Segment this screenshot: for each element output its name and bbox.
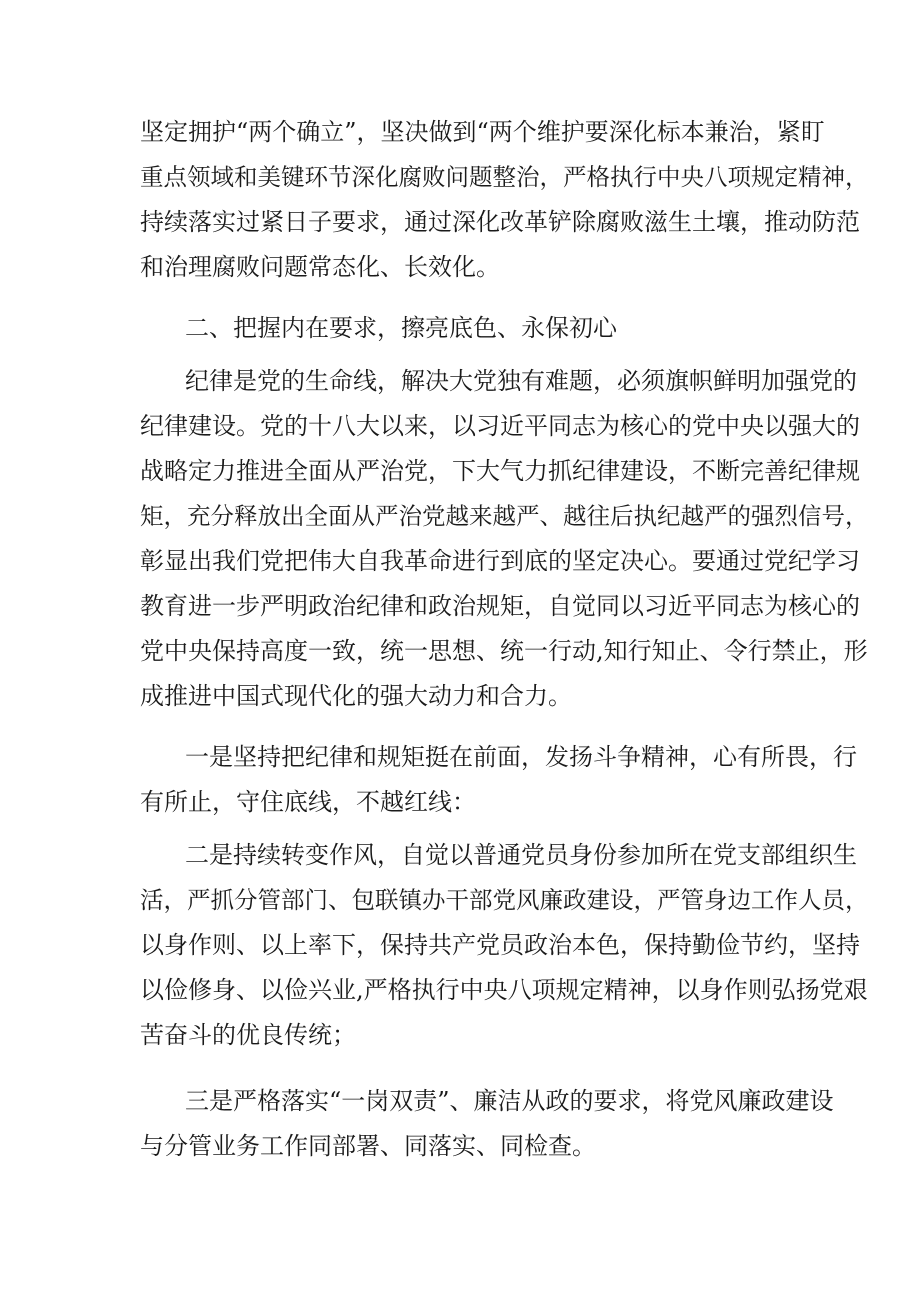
paragraph-4-line-2: 活，严抓分管部门、包联镇办干部党风廉政建设，严管身边工作人员，: [140, 886, 869, 914]
section-heading: 二、把握内在要求，擦亮底色、永保初心: [185, 314, 617, 342]
paragraph-4-line-3: 以身作则、以上率下，保持共产党员政治本色，保持勤俭节约，坚持: [140, 931, 860, 959]
paragraph-2-line-8: 成推进中国式现代化的强大动力和合力。: [140, 682, 572, 710]
paragraph-2-line-2: 纪律建设。党的十八大以来，以习近平同志为核心的党中央以强大的: [140, 412, 860, 440]
paragraph-5-line-2: 与分管业务工作同部署、同落实、同检查。: [140, 1132, 596, 1160]
paragraph-2-line-7: 党中央保持高度一致，统一思想、统一行动,知行知止、令行禁止，形: [140, 637, 868, 665]
paragraph-1-line-3: 持续落实过紧日子要求，通过深化改革铲除腐败滋生土壤，推动防范: [140, 208, 860, 236]
paragraph-2-line-1: 纪律是党的生命线，解决大党独有难题，必须旗帜鲜明加强党的: [185, 367, 857, 395]
paragraph-4-line-1: 二是持续转变作风，自觉以普通党员身份参加所在党支部组织生: [185, 841, 857, 869]
paragraph-1-line-2: 重点领域和美键环节深化腐败问题整治，严格执行中央八项规定精神，: [140, 163, 869, 191]
paragraph-2-line-3: 战略定力推进全面从严治党，下大气力抓纪律建设，不断完善纪律规: [140, 457, 860, 485]
paragraph-2-line-5: 彰显出我们党把伟大自我革命进行到底的坚定决心。要通过党纪学习: [140, 547, 860, 575]
paragraph-2-line-6: 教育进一步严明政治纪律和政治规矩，自觉同以习近平同志为核心的: [140, 592, 860, 620]
paragraph-5-line-1: 三是严格落实“一岗双责”、廉洁从政的要求，将党风廉政建设: [185, 1087, 834, 1115]
paragraph-1-line-1: 坚定拥护“两个确立”，坚决做到“两个维护要深化标本兼治，紧盯: [140, 118, 825, 146]
paragraph-2-line-4: 矩，充分释放出全面从严治党越来越严、越往后执纪越严的强烈信号，: [140, 502, 869, 530]
paragraph-4-line-4: 以俭修身、以俭兴业,严格执行中央八项规定精神，以身作则弘扬党艰: [140, 976, 868, 1004]
paragraph-4-line-5: 苦奋斗的优良传统；: [140, 1021, 356, 1049]
paragraph-1-line-4: 和治理腐败问题常态化、长效化。: [140, 253, 500, 281]
paragraph-3-line-1: 一是坚持把纪律和规矩挺在前面，发扬斗争精神，心有所畏，行: [185, 743, 857, 771]
paragraph-3-line-2: 有所止，守住底线，不越红线：: [140, 788, 476, 816]
